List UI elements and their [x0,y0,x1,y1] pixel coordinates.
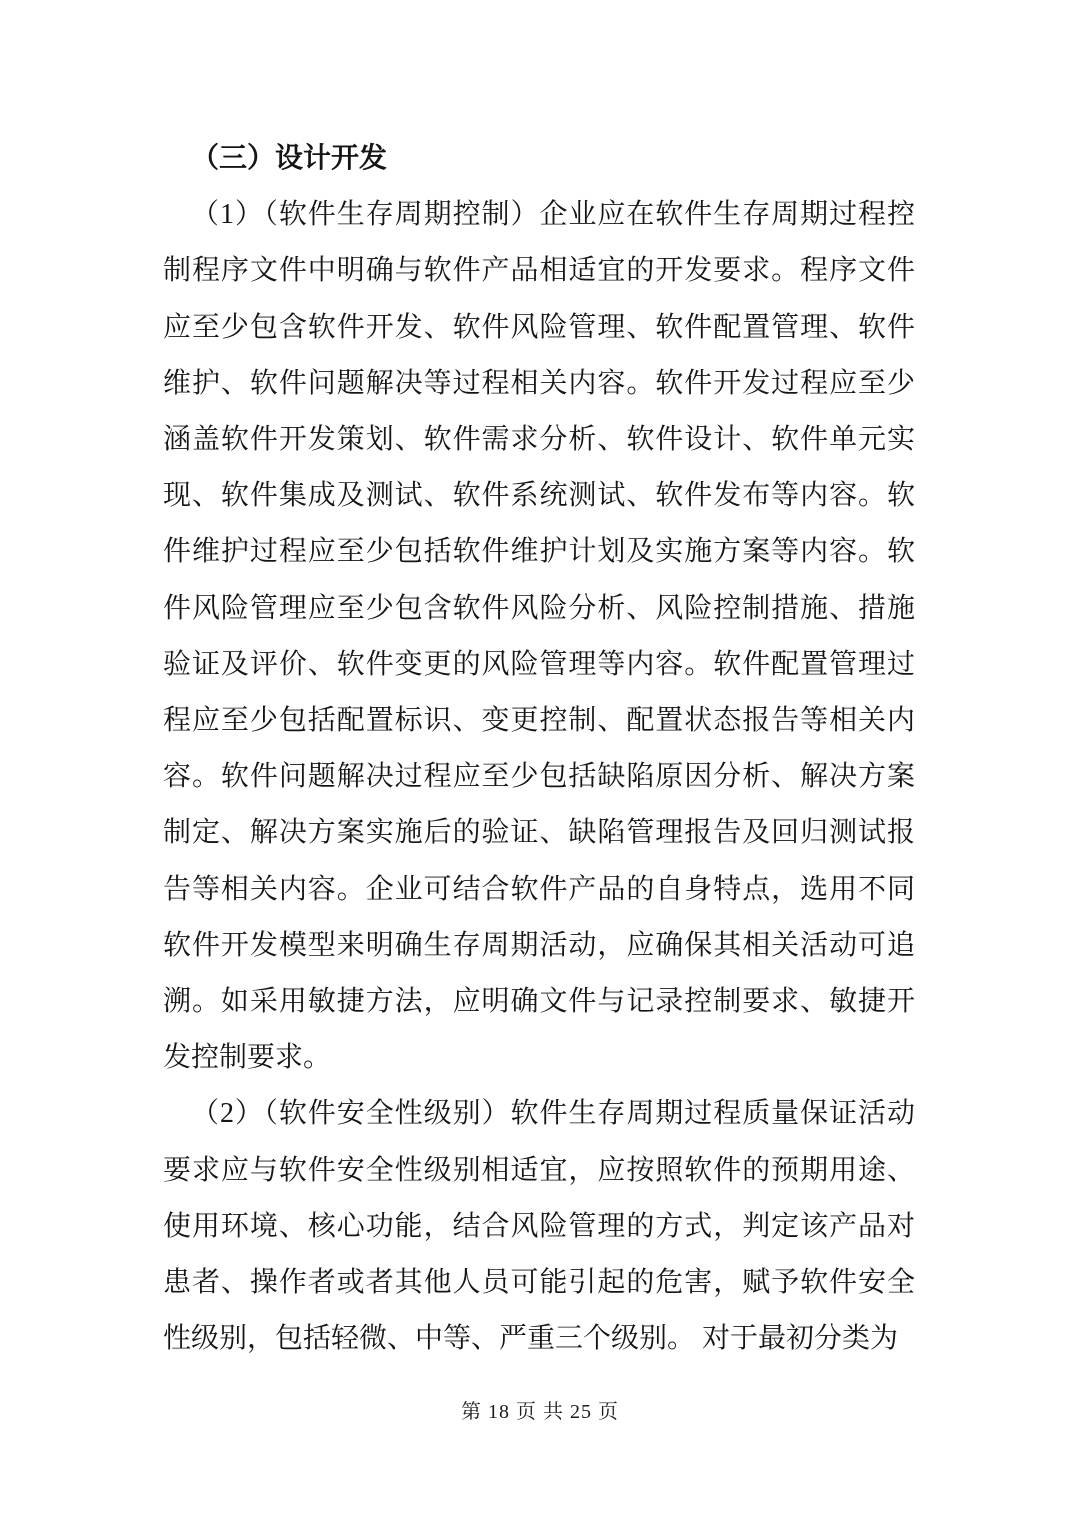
paragraph-software-safety-level: （2）（软件安全性级别）软件生存周期过程质量保证活动要求应与软件安全性级别相适宜，应按照软件的预期用途、使用环境、核心功能，结合风险管理的方式，判定该产品对患者、操作者或者其他人员可能引起的危害，赋予软件安全性级别，包括轻微、中等、严重三个级别。 对于最初分类为 [163,1098,915,1355]
paragraph-software-lifecycle-control: （1）（软件生存周期控制）企业应在软件生存周期过程控制程序文件中明确与软件产品相适宜的开发要求。程序文件应至少包含软件开发、软件风险管理、软件配置管理、软件维护、软件问题解决等过程相关内容。软件开发过程应至少涵盖软件开发策划、软件需求分析、软件设计、软件单元实现、软件集成及测试、软件系统测试、软件发布等内容。软件维护过程应至少包括软件维护计划及实施方案等内容。软件风险管理应至少包含软件风险分析、风险控制措施、措施验证及评价、软件变更的风险管理等内容。软件配置管理过程应至少包括配置标识、变更控制、配置状态报告等相关内容。软件问题解决过程应至少包括缺陷原因分析、解决方案制定、解决方案实施后的验证、缺陷管理报告及回归测试报告等相关内容。企业可结合软件产品的自身特点，选用不同软件开发模型来明确生存周期活动，应确保其相关活动可追溯。如采用敏捷方法，应明确文件与记录控制要求、敏捷开发控制要求。 [163,199,915,1074]
page-body [163,131,915,1367]
page-number-footer: 第 18 页 共 25 页 [461,1401,619,1423]
section-heading: （三）设计开发 [191,143,388,174]
